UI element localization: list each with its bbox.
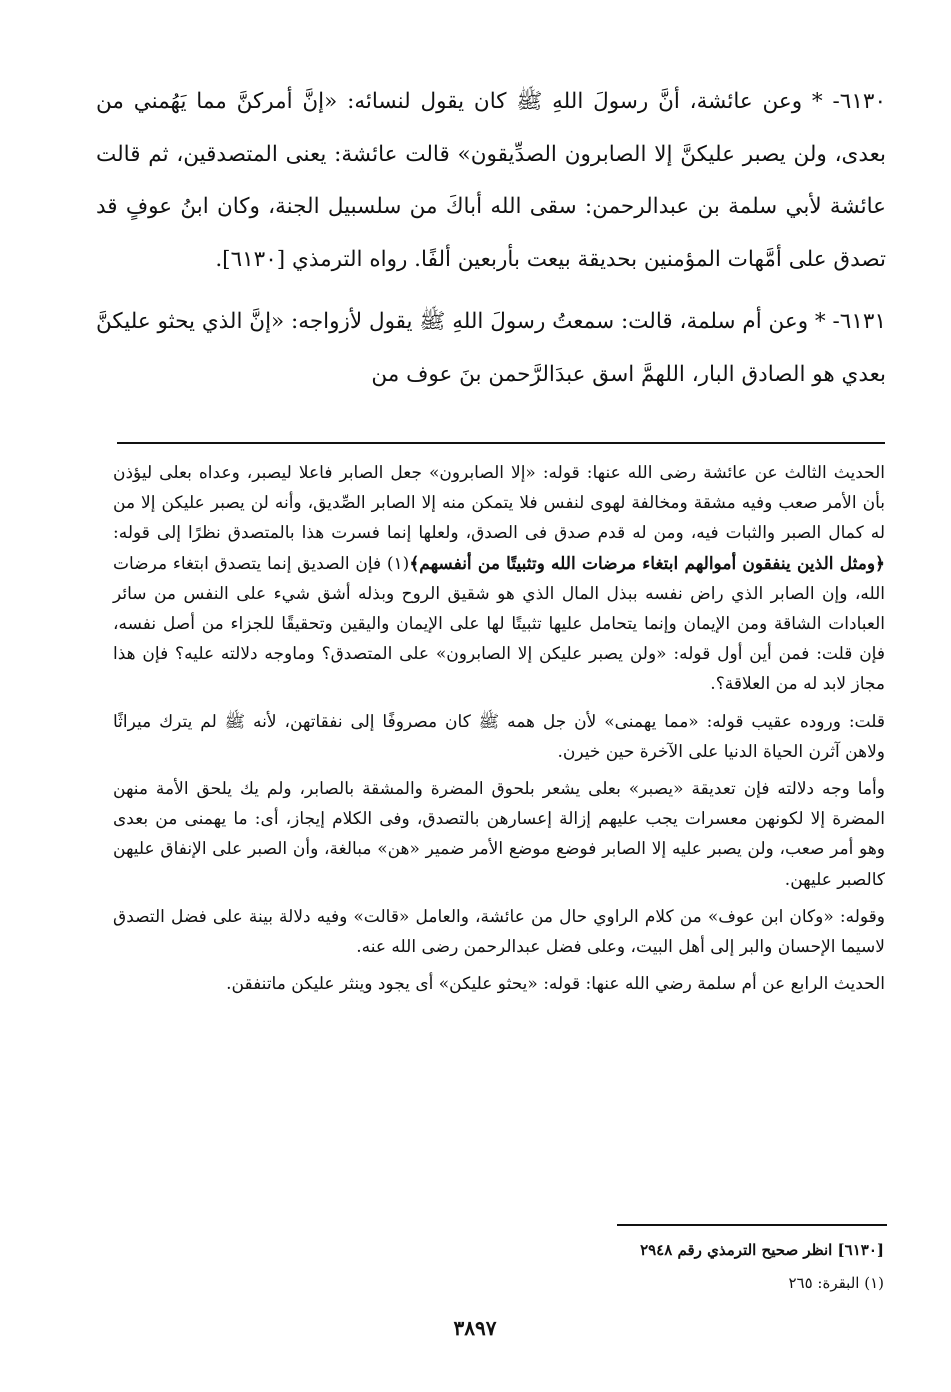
commentary-paragraph-4: وقوله: «وكان ابن عوف» من كلام الراوي حال من عائشة، والعامل «قالت» وفيه دلالة بينة على فضل التصدق لاسيما الإحسان والبر إلى أهل البيت، وعلى فضل عبدالرحمن رضى الله عنه. (113, 906, 885, 958)
commentary-text: (١) فإن الصديق إنما يتصدق ابتغاء مرضات الله، وإن الصابر الذي راض نفسه ببذل المال الذي هو شقيق الروح وبذله أشق شيء على النفس من سائر العبادات الشاقة ومن الإيمان وإنما يتحامل عليها تثبيتًا لها على الإيمان واليقين وتحقيقًا للجزاء من أصل نفسه، فإن قلت: فمن أين أول قوله: «ولن يصبر عليكن إلا الصابرون» على المتصدق؟ وماوجه دلالته عليه؟ فإن هذا مجاز لابد له من العلاقة؟. (113, 553, 885, 695)
commentary-text: الحديث الثالث عن عائشة رضى الله عنها: قوله: «إلا الصابرون» جعل الصابر فاعلا ليصبر، وعداه بعلى ليؤذن بأن الأمر صعب وفيه مشقة ومخالفة لهوى لنفس فلا يتمكن منه إلا الصابر الصِّديق، وأنه لن يصبر عليكن إلا من له كمال الصبر والثبات فيه، ومن له قدم صدق فى الصدق، ولعلها إنما فسرت هذا بالمتصدق نظرًا إلى قوله: (113, 463, 885, 544)
commentary-paragraph-5: الحديث الرابع عن أم سلمة رضي الله عنها: قوله: «يحثو عليكن» أى يجود وينثر عليكن ماتنفقن. (226, 974, 885, 995)
commentary-section (113, 458, 885, 999)
commentary-paragraph-1 (113, 458, 885, 700)
hadith-6131: ٦١٣١- * وعن أم سلمة، قالت: سمعتُ رسولَ اللهِ ﷺ يقول لأزواجه: «إنَّ الذي يحثو عليكنَّ بعدي هو الصادق البار، اللهمَّ اسق عبدَالرَّحمن بنَ عوف من (96, 309, 886, 387)
footnotes (500, 1234, 884, 1300)
commentary-paragraph-2: قلت: وروده عقيب قوله: «مما يهمنى» لأن جل همه ﷺ كان مصروفًا إلى نفقاتهن، لأنه ﷺ لم يترك ميراثًا ولاهن آثرن الحياة الدنيا على الآخرة حين خيرن. (113, 711, 885, 762)
hadith-text (96, 76, 886, 402)
hadith-6130: ٦١٣٠- * وعن عائشة، أنَّ رسولَ اللهِ ﷺ كان يقول لنسائه: «إنَّ أمركنَّ مما يَهُمني من بعدى، ولن يصبر عليكنَّ إلا الصابرون الصدِّيقون» قالت عائشة: يعنى المتصدقين، ثم قالت عائشة لأبي سلمة بن عبدالرحمن: سقى الله أباكَ من سلسبيل الجنة، وكان ابنُ عوفٍ قد تصدق على أمَّهات المؤمنين بحديقة بيعت بأربعين ألفًا. رواه الترمذي [٦١٣٠]. (96, 89, 886, 272)
commentary-paragraph-3: وأما وجه دلالته فإن تعديقة «يصبر» بعلى يشعر بلحوق المضرة والمشقة بالصابر، ولم يك يلحق الأمة منهن المضرة إلا لكونهن معسرات يجب عليهم إزالة إعسارهن بالتصدق، وفى الكلام إيجاز، أى: ما يهمنى من بعدى وهو أمر صعب، ولن يصبر عليه إلا الصابر فوضع موضع الأمر ضمير «هن» مبالغة، وأن الصبر على الإنفاق عليهن كالصبر عليهن. (113, 779, 885, 890)
page-number: ٣٨٩٧ (453, 1316, 497, 1340)
main-divider (117, 442, 885, 444)
footnote-reference: [٦١٣٠] انظر صحيح الترمذي رقم ٢٩٤٨ (640, 1241, 884, 1259)
quran-quote: ﴿ومثل الذين ينفقون أموالهم ابتغاء مرضات الله وتثبيتًا من أنفسهم﴾ (409, 553, 886, 574)
footnote-divider (617, 1224, 887, 1226)
footnote-quran: (١) البقرة: ٢٦٥ (788, 1274, 884, 1292)
